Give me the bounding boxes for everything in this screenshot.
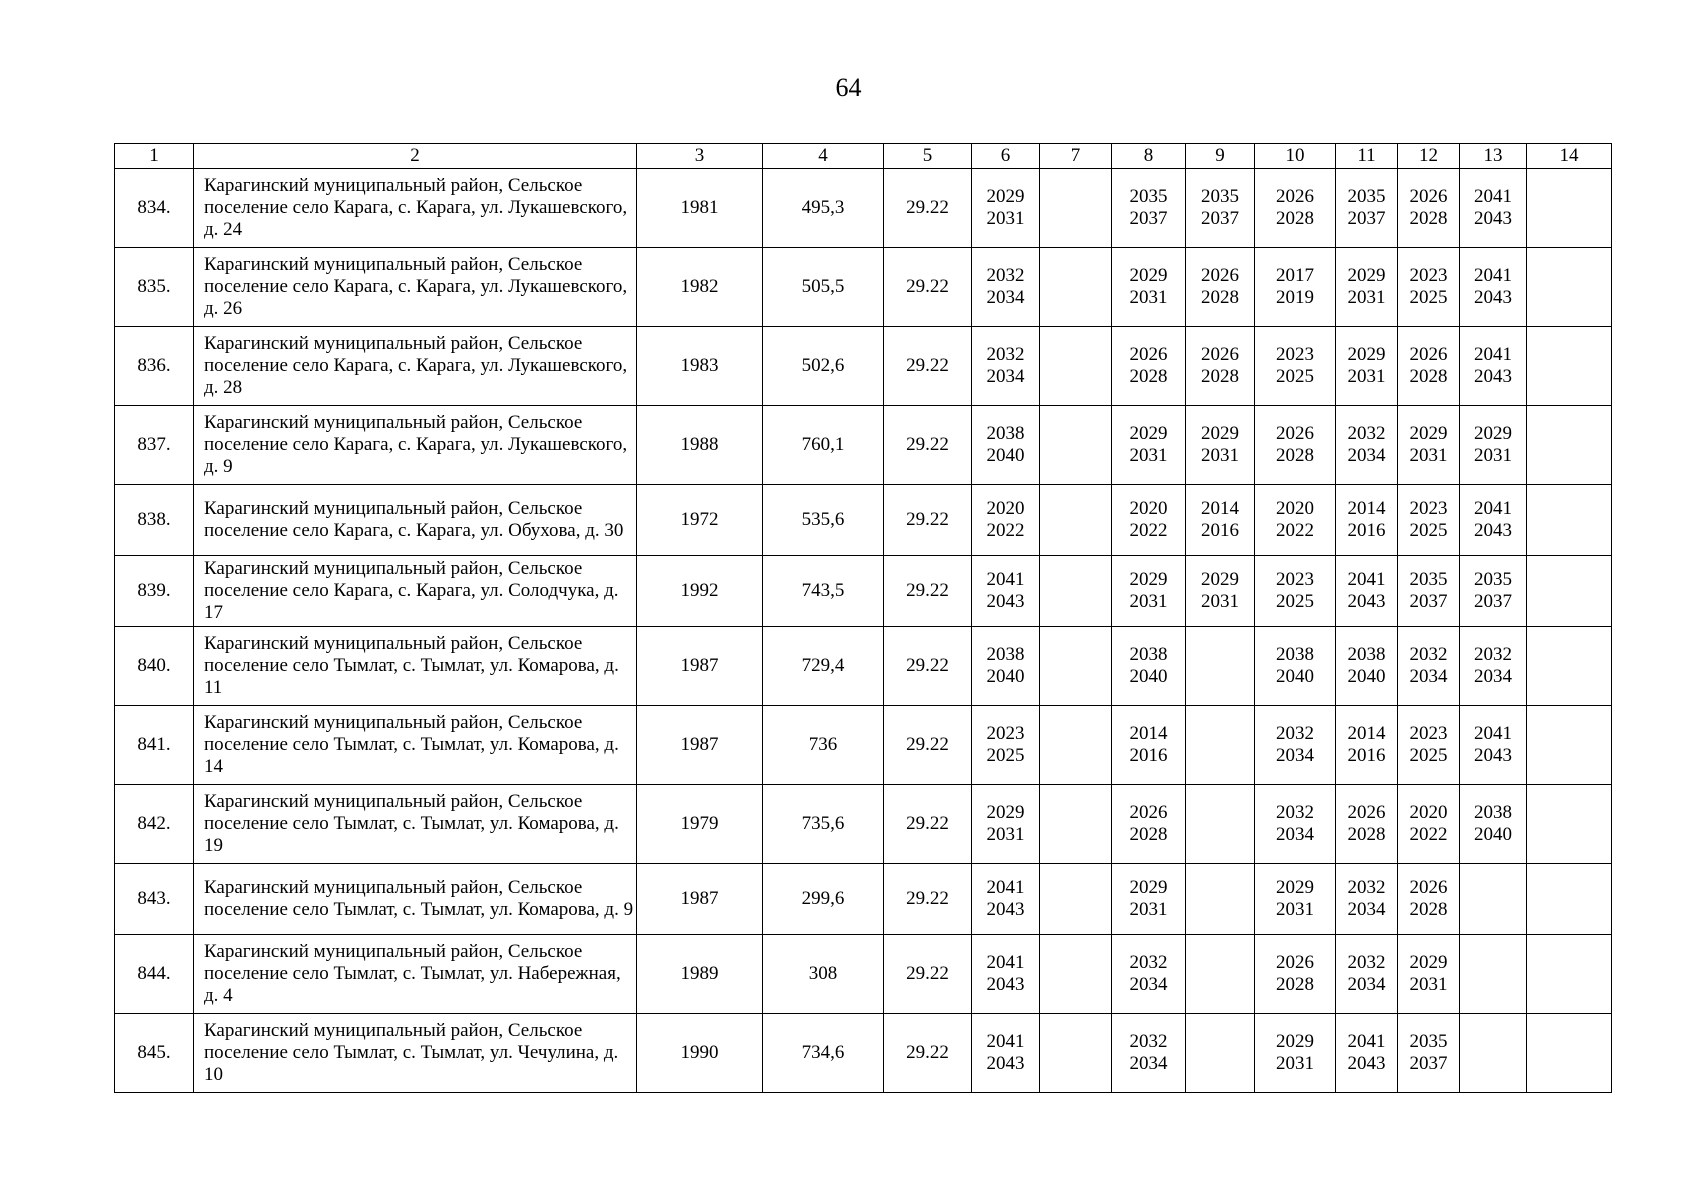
col11-cell: 2029 2031 [1336,327,1398,406]
col6-cell: 2041 2043 [972,935,1040,1014]
col8-cell: 2026 2028 [1112,327,1186,406]
col7-cell [1040,1014,1112,1093]
row-number: 836. [115,327,194,406]
year-cell: 1981 [637,169,763,248]
col8-cell: 2032 2034 [1112,935,1186,1014]
table-row [115,169,1612,248]
col12-cell: 2032 2034 [1398,627,1460,706]
table-row [115,1014,1612,1093]
col11-cell: 2029 2031 [1336,248,1398,327]
year-cell: 1988 [637,406,763,485]
col12-cell: 2023 2025 [1398,706,1460,785]
col11-cell: 2032 2034 [1336,935,1398,1014]
col9-cell [1186,864,1255,935]
col8-cell: 2029 2031 [1112,248,1186,327]
address-cell: Карагинский муниципальный район, Сельское поселение село Карага, с. Карага, ул. Обухова, д. 30 [194,485,637,556]
column-header: 11 [1336,144,1398,169]
col11-cell: 2041 2043 [1336,556,1398,627]
col14-cell [1527,706,1612,785]
col6-cell: 2032 2034 [972,248,1040,327]
col9-cell: 2014 2016 [1186,485,1255,556]
col8-cell: 2020 2022 [1112,485,1186,556]
area-cell: 743,5 [763,556,884,627]
column-header: 3 [637,144,763,169]
row-number: 845. [115,1014,194,1093]
table-row [115,627,1612,706]
table-row [115,327,1612,406]
address-cell: Карагинский муниципальный район, Сельское поселение село Карага, с. Карага, ул. Лукашевского, д. 24 [194,169,637,248]
row-number: 840. [115,627,194,706]
col9-cell [1186,935,1255,1014]
address-cell: Карагинский муниципальный район, Сельское поселение село Тымлат, с. Тымлат, ул. Комарова, д. 14 [194,706,637,785]
col10-cell: 2023 2025 [1255,327,1336,406]
address-cell: Карагинский муниципальный район, Сельское поселение село Карага, с. Карага, ул. Солодчука, д. 17 [194,556,637,627]
col10-cell: 2017 2019 [1255,248,1336,327]
col11-cell: 2014 2016 [1336,706,1398,785]
address-cell: Карагинский муниципальный район, Сельское поселение село Карага, с. Карага, ул. Лукашевского, д. 9 [194,406,637,485]
col12-cell: 2026 2028 [1398,327,1460,406]
table-row [115,406,1612,485]
table-row [115,556,1612,627]
col6-cell: 2032 2034 [972,327,1040,406]
row-number: 835. [115,248,194,327]
col6-cell: 2020 2022 [972,485,1040,556]
col10-cell: 2029 2031 [1255,1014,1336,1093]
row-number: 834. [115,169,194,248]
col14-cell [1527,485,1612,556]
rate-cell: 29.22 [884,864,972,935]
column-header: 13 [1460,144,1527,169]
column-header: 2 [194,144,637,169]
col10-cell: 2023 2025 [1255,556,1336,627]
address-cell: Карагинский муниципальный район, Сельское поселение село Карага, с. Карага, ул. Лукашевского, д. 28 [194,327,637,406]
rate-cell: 29.22 [884,169,972,248]
row-number: 838. [115,485,194,556]
col9-cell [1186,627,1255,706]
year-cell: 1987 [637,864,763,935]
col10-cell: 2032 2034 [1255,785,1336,864]
col13-cell: 2041 2043 [1460,327,1527,406]
col11-cell: 2041 2043 [1336,1014,1398,1093]
column-header: 14 [1527,144,1612,169]
col6-cell: 2038 2040 [972,406,1040,485]
col7-cell [1040,327,1112,406]
address-cell: Карагинский муниципальный район, Сельское поселение село Тымлат, с. Тымлат, ул. Набережная, д. 4 [194,935,637,1014]
col8-cell: 2029 2031 [1112,406,1186,485]
row-number: 839. [115,556,194,627]
col14-cell [1527,248,1612,327]
col8-cell: 2032 2034 [1112,1014,1186,1093]
col7-cell [1040,935,1112,1014]
area-cell: 736 [763,706,884,785]
row-number: 842. [115,785,194,864]
col8-cell: 2038 2040 [1112,627,1186,706]
area-cell: 505,5 [763,248,884,327]
rate-cell: 29.22 [884,327,972,406]
col12-cell: 2029 2031 [1398,935,1460,1014]
area-cell: 502,6 [763,327,884,406]
col7-cell [1040,485,1112,556]
column-header: 1 [115,144,194,169]
area-cell: 760,1 [763,406,884,485]
rate-cell: 29.22 [884,627,972,706]
table-row [115,485,1612,556]
year-cell: 1989 [637,935,763,1014]
col14-cell [1527,935,1612,1014]
col13-cell: 2041 2043 [1460,485,1527,556]
col12-cell: 2035 2037 [1398,556,1460,627]
col7-cell [1040,785,1112,864]
col9-cell: 2029 2031 [1186,556,1255,627]
row-number: 843. [115,864,194,935]
column-header: 7 [1040,144,1112,169]
table-row [115,248,1612,327]
col13-cell: 2041 2043 [1460,248,1527,327]
col13-cell [1460,935,1527,1014]
col6-cell: 2038 2040 [972,627,1040,706]
col7-cell [1040,627,1112,706]
col14-cell [1527,327,1612,406]
col11-cell: 2014 2016 [1336,485,1398,556]
address-cell: Карагинский муниципальный район, Сельское поселение село Тымлат, с. Тымлат, ул. Комарова, д. 9 [194,864,637,935]
col6-cell: 2041 2043 [972,1014,1040,1093]
table-row [115,785,1612,864]
col7-cell [1040,864,1112,935]
col10-cell: 2029 2031 [1255,864,1336,935]
col13-cell: 2041 2043 [1460,706,1527,785]
col9-cell: 2026 2028 [1186,327,1255,406]
col12-cell: 2026 2028 [1398,864,1460,935]
col7-cell [1040,406,1112,485]
year-cell: 1983 [637,327,763,406]
col9-cell [1186,706,1255,785]
col7-cell [1040,169,1112,248]
col6-cell: 2041 2043 [972,864,1040,935]
row-number: 841. [115,706,194,785]
address-cell: Карагинский муниципальный район, Сельское поселение село Карага, с. Карага, ул. Лукашевского, д. 26 [194,248,637,327]
column-header: 9 [1186,144,1255,169]
col10-cell: 2026 2028 [1255,406,1336,485]
col7-cell [1040,248,1112,327]
year-cell: 1992 [637,556,763,627]
col12-cell: 2026 2028 [1398,169,1460,248]
column-header: 10 [1255,144,1336,169]
col14-cell [1527,1014,1612,1093]
table-row [115,706,1612,785]
row-number: 844. [115,935,194,1014]
col13-cell: 2029 2031 [1460,406,1527,485]
col12-cell: 2035 2037 [1398,1014,1460,1093]
col11-cell: 2038 2040 [1336,627,1398,706]
area-cell: 299,6 [763,864,884,935]
rate-cell: 29.22 [884,785,972,864]
year-cell: 1972 [637,485,763,556]
column-header: 6 [972,144,1040,169]
col10-cell: 2038 2040 [1255,627,1336,706]
col14-cell [1527,556,1612,627]
col8-cell: 2029 2031 [1112,556,1186,627]
header-row [115,144,1612,169]
area-cell: 495,3 [763,169,884,248]
col13-cell: 2041 2043 [1460,169,1527,248]
col13-cell: 2032 2034 [1460,627,1527,706]
area-cell: 735,6 [763,785,884,864]
row-number: 837. [115,406,194,485]
area-cell: 535,6 [763,485,884,556]
year-cell: 1987 [637,627,763,706]
col11-cell: 2026 2028 [1336,785,1398,864]
register-table [114,143,1612,1093]
rate-cell: 29.22 [884,248,972,327]
year-cell: 1979 [637,785,763,864]
col12-cell: 2020 2022 [1398,785,1460,864]
col10-cell: 2026 2028 [1255,169,1336,248]
col12-cell: 2029 2031 [1398,406,1460,485]
col9-cell [1186,1014,1255,1093]
area-cell: 729,4 [763,627,884,706]
year-cell: 1987 [637,706,763,785]
rate-cell: 29.22 [884,406,972,485]
col9-cell: 2026 2028 [1186,248,1255,327]
col6-cell: 2023 2025 [972,706,1040,785]
col14-cell [1527,169,1612,248]
col9-cell: 2029 2031 [1186,406,1255,485]
year-cell: 1990 [637,1014,763,1093]
col11-cell: 2035 2037 [1336,169,1398,248]
area-cell: 308 [763,935,884,1014]
col11-cell: 2032 2034 [1336,406,1398,485]
col7-cell [1040,556,1112,627]
address-cell: Карагинский муниципальный район, Сельское поселение село Тымлат, с. Тымлат, ул. Комарова, д. 19 [194,785,637,864]
rate-cell: 29.22 [884,1014,972,1093]
col12-cell: 2023 2025 [1398,248,1460,327]
page-number: 64 [835,73,862,102]
rate-cell: 29.22 [884,485,972,556]
col12-cell: 2023 2025 [1398,485,1460,556]
col10-cell: 2026 2028 [1255,935,1336,1014]
col10-cell: 2020 2022 [1255,485,1336,556]
col13-cell [1460,1014,1527,1093]
year-cell: 1982 [637,248,763,327]
column-header: 4 [763,144,884,169]
col13-cell: 2038 2040 [1460,785,1527,864]
col11-cell: 2032 2034 [1336,864,1398,935]
col14-cell [1527,785,1612,864]
col8-cell: 2035 2037 [1112,169,1186,248]
col6-cell: 2041 2043 [972,556,1040,627]
col14-cell [1527,864,1612,935]
col13-cell: 2035 2037 [1460,556,1527,627]
rate-cell: 29.22 [884,706,972,785]
col6-cell: 2029 2031 [972,169,1040,248]
rate-cell: 29.22 [884,935,972,1014]
col14-cell [1527,627,1612,706]
column-header: 12 [1398,144,1460,169]
col8-cell: 2029 2031 [1112,864,1186,935]
table-row [115,864,1612,935]
address-cell: Карагинский муниципальный район, Сельское поселение село Тымлат, с. Тымлат, ул. Чечулина, д. 10 [194,1014,637,1093]
rate-cell: 29.22 [884,556,972,627]
col14-cell [1527,406,1612,485]
col13-cell [1460,864,1527,935]
col9-cell: 2035 2037 [1186,169,1255,248]
col10-cell: 2032 2034 [1255,706,1336,785]
address-cell: Карагинский муниципальный район, Сельское поселение село Тымлат, с. Тымлат, ул. Комарова, д. 11 [194,627,637,706]
column-header: 8 [1112,144,1186,169]
area-cell: 734,6 [763,1014,884,1093]
col8-cell: 2026 2028 [1112,785,1186,864]
table-row [115,935,1612,1014]
col6-cell: 2029 2031 [972,785,1040,864]
table-body [115,169,1612,1093]
col9-cell [1186,785,1255,864]
column-header: 5 [884,144,972,169]
col7-cell [1040,706,1112,785]
col8-cell: 2014 2016 [1112,706,1186,785]
